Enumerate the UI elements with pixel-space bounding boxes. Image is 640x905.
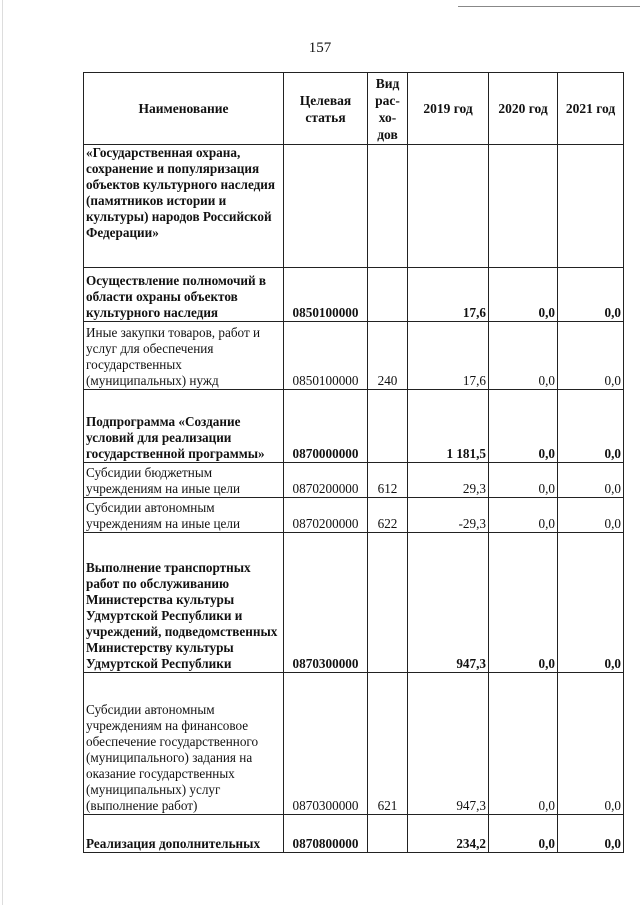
cell-target — [284, 145, 368, 268]
budget-table — [83, 72, 624, 853]
header-expense-type: Вид рас-хо-дов — [368, 73, 408, 145]
table-row — [84, 390, 624, 463]
cell-2020: 0,0 — [489, 673, 558, 815]
cell-name: Иные закупки товаров, работ и услуг для обеспечения государственных (муниципальных) нужд — [84, 322, 284, 390]
header-2019: 2019 год — [408, 73, 489, 145]
scan-top-line — [458, 6, 640, 7]
cell-expense-type: 240 — [368, 322, 408, 390]
header-target: Целевая статья — [284, 73, 368, 145]
cell-expense-type: 622 — [368, 498, 408, 533]
table-row — [84, 322, 624, 390]
cell-name: «Государственная охрана, сохранение и популяризация объектов культурного наследия (памятников истории и культуры) народов Российской Федерации» — [84, 145, 284, 268]
table-row — [84, 673, 624, 815]
cell-name: Субсидии автономным учреждениям на иные цели — [84, 498, 284, 533]
cell-target: 0870300000 — [284, 673, 368, 815]
cell-target: 0870200000 — [284, 463, 368, 498]
cell-2019: 29,3 — [408, 463, 489, 498]
cell-expense-type — [368, 815, 408, 853]
cell-2021: 0,0 — [558, 533, 624, 673]
cell-2020: 0,0 — [489, 322, 558, 390]
cell-name: Реализация дополнительных — [84, 815, 284, 853]
cell-2020: 0,0 — [489, 390, 558, 463]
table-row — [84, 533, 624, 673]
cell-2020: 0,0 — [489, 498, 558, 533]
cell-2021: 0,0 — [558, 322, 624, 390]
cell-target: 0850100000 — [284, 322, 368, 390]
cell-2020: 0,0 — [489, 533, 558, 673]
cell-expense-type: 612 — [368, 463, 408, 498]
cell-name: Субсидии автономным учреждениям на финансовое обеспечение государственного (муниципального) задания на оказание государственных (муниципальных) услуг (выполнение работ) — [84, 673, 284, 815]
table-row — [84, 463, 624, 498]
cell-target: 0870000000 — [284, 390, 368, 463]
cell-2021 — [558, 145, 624, 268]
cell-2019 — [408, 145, 489, 268]
cell-2021: 0,0 — [558, 498, 624, 533]
header-2020: 2020 год — [489, 73, 558, 145]
cell-expense-type: 621 — [368, 673, 408, 815]
cell-2021: 0,0 — [558, 390, 624, 463]
cell-name: Субсидии бюджетным учреждениям на иные цели — [84, 463, 284, 498]
table-row — [84, 145, 624, 268]
cell-2020: 0,0 — [489, 268, 558, 322]
cell-target: 0870300000 — [284, 533, 368, 673]
cell-name: Выполнение транспортных работ по обслуживанию Министерства культуры Удмуртской Республики и учреждений, подведомственных Министерству культуры Удмуртской Республики — [84, 533, 284, 673]
cell-expense-type — [368, 533, 408, 673]
page-number: 157 — [308, 40, 332, 56]
cell-2020: 0,0 — [489, 815, 558, 853]
table-row — [84, 498, 624, 533]
header-2021: 2021 год — [558, 73, 624, 145]
cell-2019: 1 181,5 — [408, 390, 489, 463]
cell-2019: 234,2 — [408, 815, 489, 853]
cell-2021: 0,0 — [558, 673, 624, 815]
cell-2019: -29,3 — [408, 498, 489, 533]
table-row — [84, 815, 624, 853]
table-row — [84, 268, 624, 322]
cell-2021: 0,0 — [558, 815, 624, 853]
cell-2019: 947,3 — [408, 533, 489, 673]
cell-2021: 0,0 — [558, 268, 624, 322]
header-name: Наименование — [84, 73, 284, 145]
cell-name: Подпрограмма «Создание условий для реализации государственной программы» — [84, 390, 284, 463]
cell-target: 0850100000 — [284, 268, 368, 322]
scan-edge-line — [2, 0, 3, 905]
cell-expense-type — [368, 145, 408, 268]
cell-2019: 17,6 — [408, 322, 489, 390]
cell-2019: 947,3 — [408, 673, 489, 815]
header-row — [84, 73, 624, 145]
cell-2020 — [489, 145, 558, 268]
cell-name: Осуществление полномочий в области охраны объектов культурного наследия — [84, 268, 284, 322]
cell-2020: 0,0 — [489, 463, 558, 498]
cell-expense-type — [368, 390, 408, 463]
cell-2021: 0,0 — [558, 463, 624, 498]
cell-2019: 17,6 — [408, 268, 489, 322]
cell-target: 0870200000 — [284, 498, 368, 533]
cell-target: 0870800000 — [284, 815, 368, 853]
cell-expense-type — [368, 268, 408, 322]
